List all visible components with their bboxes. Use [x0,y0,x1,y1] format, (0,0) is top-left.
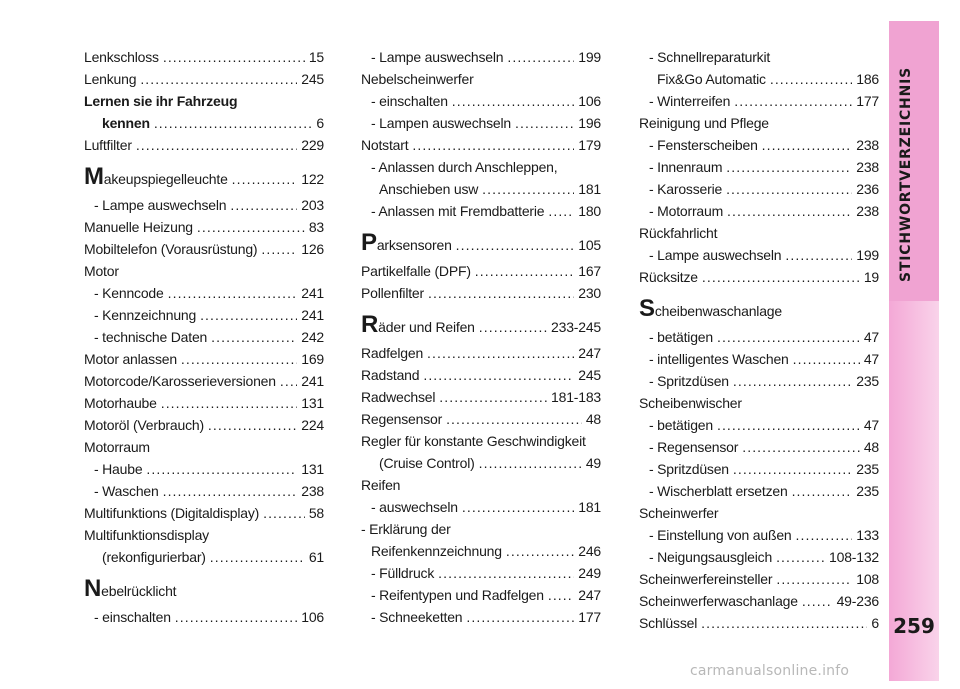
index-term: Motor anlassen [84,351,177,367]
index-entry [361,386,601,408]
index-term: äder und Reifen [378,319,475,335]
index-term: Reifenkennzeichnung [371,543,502,559]
index-heading: - Schnellreparaturkit [649,49,771,65]
index-entry [84,414,324,436]
page-reference: 6 [316,115,324,131]
leader-dots [776,546,825,568]
index-entry [639,414,879,436]
page-reference: 233-245 [551,319,601,335]
index-heading: Nebelscheinwerfer [361,71,474,87]
page-reference: 105 [578,237,601,253]
index-entry [84,134,324,156]
index-term: - Lampe auswechseln [371,49,504,65]
index-entry [361,178,601,200]
leader-dots [452,90,574,112]
index-entry [639,524,879,546]
index-column-3 [639,46,879,634]
page-reference: 249 [578,565,601,581]
index-entry [361,260,601,282]
page-reference: 241 [301,307,324,323]
leader-dots [733,370,852,392]
leader-dots [717,414,860,436]
index-entry [84,46,324,68]
index-entry [361,342,601,364]
page-reference: 48 [585,411,601,427]
leader-dots [140,68,297,90]
index-heading [84,576,324,606]
leader-dots [762,134,853,156]
leader-dots [136,134,297,156]
index-entry [84,348,324,370]
index-term: - Karosserie [649,181,723,197]
index-term: cheibenwaschanlage [654,303,782,319]
leader-dots [232,164,298,194]
page-reference: 177 [856,93,879,109]
page-reference: 181 [578,181,601,197]
index-entry [361,200,601,222]
page-reference: 108 [856,571,879,587]
page-reference: 238 [856,137,879,153]
index-heading: Motor [84,263,119,279]
page-reference: 224 [301,417,324,433]
page-reference: 230 [578,285,601,301]
index-term: - Anlassen mit Fremdbatterie [371,203,545,219]
page-reference: 238 [856,159,879,175]
page-reference: 247 [578,587,601,603]
index-entry [361,562,601,584]
index-entry [639,546,879,568]
leader-dots [428,282,574,304]
index-entry [361,90,601,112]
index-heading: Scheibenwischer [639,395,742,411]
index-entry [361,230,601,260]
page-reference: 169 [301,351,324,367]
index-term: - technische Daten [94,329,208,345]
section-title: STICHWORTVERZEICHNIS [898,67,914,283]
index-entry [639,326,879,348]
index-term: - Lampe auswechseln [94,197,227,213]
page-reference: 19 [863,269,879,285]
page-reference: 236 [856,181,879,197]
index-term: - Fülldruck [371,565,435,581]
leader-dots [197,216,305,238]
index-heading: Multifunktionsdisplay [84,527,209,543]
leader-dots [733,458,852,480]
index-entry [361,496,601,518]
page-reference: 235 [856,461,879,477]
index-entry [361,452,601,474]
leader-dots [163,46,305,68]
index-initial-letter: M [84,163,104,190]
index-initial-letter: N [84,575,102,602]
index-column-2 [361,46,601,628]
index-entry [84,546,324,568]
index-term: - Wischerblatt ersetzen [649,483,788,499]
index-column-1 [84,46,324,628]
index-term: Partikelfalle (DPF) [361,263,471,279]
leader-dots [717,326,860,348]
page-reference: 47 [863,417,879,433]
page-reference: 48 [863,439,879,455]
index-entry [84,392,324,414]
index-entry [639,266,879,288]
page-reference: 241 [301,285,324,301]
index-entry [361,540,601,562]
index-term: kennen [102,115,150,131]
page-reference: 179 [578,137,601,153]
index-initial-letter: R [361,311,379,338]
leader-dots [427,342,574,364]
index-entry [84,194,324,216]
index-entry [639,370,879,392]
index-term: - Lampen auswechseln [371,115,511,131]
index-term: Regensensor [361,411,443,427]
index-heading: Regler für konstante Geschwindigkeit [361,433,586,449]
index-term: - Kennzeichnung [94,307,197,323]
index-entry [361,606,601,628]
index-term: Rücksitze [639,269,698,285]
leader-dots [456,230,575,260]
index-entry [84,216,324,238]
index-term: Motorcode/Karosserieversionen [84,373,276,389]
index-term: Radwechsel [361,389,436,405]
leader-dots [479,452,582,474]
index-entry [361,134,601,156]
page-reference: 49-236 [836,593,879,609]
index-entry [361,282,601,304]
watermark: carmanualsonline.info [690,663,850,679]
leader-dots [802,590,833,612]
index-entry [84,480,324,502]
index-term: - Winterreifen [649,93,731,109]
page-reference: 83 [308,219,324,235]
page-reference: 49 [585,455,601,471]
leader-dots [776,568,852,590]
index-heading: - Anlassen durch Anschleppen, [371,159,558,175]
index-term: ebelrücklicht [101,583,177,599]
index-heading: Rückfahrlicht [639,225,718,241]
leader-dots [146,458,297,480]
leader-dots [446,408,582,430]
leader-dots [793,348,860,370]
page-reference: 47 [863,329,879,345]
index-entry [639,436,879,458]
page-reference: 238 [301,483,324,499]
index-entry [84,68,324,90]
index-entry [639,178,879,200]
index-term: Fix&Go Automatic [657,71,766,87]
page-reference: 245 [578,367,601,383]
index-term: Radfelgen [361,345,424,361]
page-reference: 199 [856,247,879,263]
index-entry [84,502,324,524]
index-term: - einschalten [94,609,171,625]
page-reference: 6 [871,615,879,631]
index-term: (rekonfigurierbar) [102,549,206,565]
index-term: Scheinwerfereinsteller [639,571,773,587]
leader-dots [175,606,297,628]
index-heading [639,296,879,326]
index-term: Notstart [361,137,409,153]
index-entry [639,480,879,502]
leader-dots [280,370,297,392]
page-reference: 106 [578,93,601,109]
leader-dots [263,502,305,524]
index-term: - Spritzdüsen [649,373,729,389]
index-heading: Reinigung und Pflege [639,115,769,131]
page-reference: 203 [301,197,324,213]
page-reference: 15 [308,49,324,65]
index-entry [84,370,324,392]
index-term: Motoröl (Verbrauch) [84,417,204,433]
page-reference: 177 [578,609,601,625]
index-term: - Kenncode [94,285,164,301]
index-term: - Fensterscheiben [649,137,758,153]
index-term: Schlüssel [639,615,698,631]
page-reference: 247 [578,345,601,361]
leader-dots [479,312,547,342]
index-term: Scheinwerferwaschanlage [639,593,798,609]
leader-dots [742,436,860,458]
page-number: 259 [893,614,935,638]
index-entry [84,458,324,480]
index-term: - auswechseln [371,499,458,515]
page-reference: 126 [301,241,324,257]
leader-dots [726,178,852,200]
leader-dots [412,134,574,156]
leader-dots [261,238,297,260]
leader-dots [726,156,852,178]
leader-dots [168,282,298,304]
index-initial-letter: S [639,295,655,322]
index-term: Motorhaube [84,395,157,411]
leader-dots [423,364,574,386]
index-term: Lenkung [84,71,137,87]
leader-dots [785,244,852,266]
leader-dots [163,480,298,502]
index-term: - betätigen [649,329,713,345]
page-reference: 241 [301,373,324,389]
leader-dots [482,178,574,200]
page-reference: 108-132 [829,549,879,565]
page-reference: 122 [301,171,324,187]
index-entry [639,458,879,480]
leader-dots [770,68,852,90]
page-reference: 235 [856,373,879,389]
index-term: Pollenfilter [361,285,424,301]
index-term: - Spritzdüsen [649,461,729,477]
index-term: arksensoren [376,237,452,253]
leader-dots [200,304,297,326]
index-entry [84,282,324,304]
leader-dots [230,194,297,216]
index-entry [84,238,324,260]
page-reference: 196 [578,115,601,131]
index-entry [84,304,324,326]
index-term: - intelligentes Waschen [649,351,789,367]
page-reference: 133 [856,527,879,543]
index-entry [639,612,879,634]
index-heading: Motorraum [84,439,150,455]
page-reference: 181 [578,499,601,515]
index-entry [639,156,879,178]
index-entry [639,348,879,370]
index-entry [361,112,601,134]
page-reference: 106 [301,609,324,625]
index-term: Multifunktions (Digitaldisplay) [84,505,260,521]
index-heading: Reifen [361,477,401,493]
index-term: akeupspiegelleuchte [103,171,228,187]
leader-dots [796,524,853,546]
leader-dots [792,480,853,502]
index-term: - einschalten [371,93,448,109]
index-entry [639,244,879,266]
index-entry [84,164,324,194]
index-term: - Reifentypen und Radfelgen [371,587,544,603]
leader-dots [466,606,574,628]
index-term: - Lampe auswechseln [649,247,782,263]
index-heading: - Erklärung der [361,521,451,537]
page-reference: 181-183 [551,389,601,405]
index-entry [84,606,324,628]
page-reference: 229 [301,137,324,153]
leader-dots [515,112,574,134]
leader-dots [506,540,574,562]
index-term: - Motorraum [649,203,724,219]
leader-dots [154,112,313,134]
page-reference: 242 [301,329,324,345]
index-entry [361,584,601,606]
index-entry [639,590,879,612]
index-term: Luftfilter [84,137,132,153]
page-reference: 186 [856,71,879,87]
index-term: - Regensensor [649,439,739,455]
leader-dots [210,546,305,568]
index-entry [639,90,879,112]
index-term: Mobiltelefon (Vorausrüstung) [84,241,258,257]
index-term: Manuelle Heizung [84,219,193,235]
page-reference: 61 [308,549,324,565]
leader-dots [438,562,574,584]
leader-dots [507,46,574,68]
index-term: - Haube [94,461,143,477]
index-heading: Lernen sie ihr Fahrzeug [84,93,238,109]
page-reference: 238 [856,203,879,219]
index-term: - betätigen [649,417,713,433]
index-entry [361,312,601,342]
index-entry [84,112,324,134]
leader-dots [727,200,852,222]
page-reference: 180 [578,203,601,219]
index-entry [639,568,879,590]
index-term: Radstand [361,367,420,383]
index-term: Anschieben usw [379,181,479,197]
index-term: (Cruise Control) [379,455,475,471]
page-reference: 199 [578,49,601,65]
leader-dots [548,200,574,222]
index-entry [639,68,879,90]
leader-dots [211,326,297,348]
index-entry [639,200,879,222]
index-heading: Scheinwerfer [639,505,719,521]
index-term: - Schneeketten [371,609,463,625]
leader-dots [161,392,298,414]
page-reference: 235 [856,483,879,499]
index-entry [361,46,601,68]
index-term: - Waschen [94,483,159,499]
index-term: Lenkschloss [84,49,159,65]
leader-dots [548,584,574,606]
index-entry [361,408,601,430]
page-reference: 131 [301,395,324,411]
page-reference: 246 [578,543,601,559]
index-initial-letter: P [361,229,377,256]
page-reference: 167 [578,263,601,279]
leader-dots [475,260,574,282]
leader-dots [701,612,867,634]
leader-dots [181,348,297,370]
index-entry [639,134,879,156]
leader-dots [734,90,852,112]
leader-dots [462,496,574,518]
leader-dots [208,414,297,436]
page-reference: 58 [308,505,324,521]
index-term: - Neigungsausgleich [649,549,773,565]
index-entry [84,326,324,348]
page-reference: 47 [863,351,879,367]
index-term: - Innenraum [649,159,723,175]
leader-dots [702,266,860,288]
leader-dots [439,386,547,408]
page-reference: 245 [301,71,324,87]
index-term: - Einstellung von außen [649,527,792,543]
index-entry [361,364,601,386]
page-reference: 131 [301,461,324,477]
